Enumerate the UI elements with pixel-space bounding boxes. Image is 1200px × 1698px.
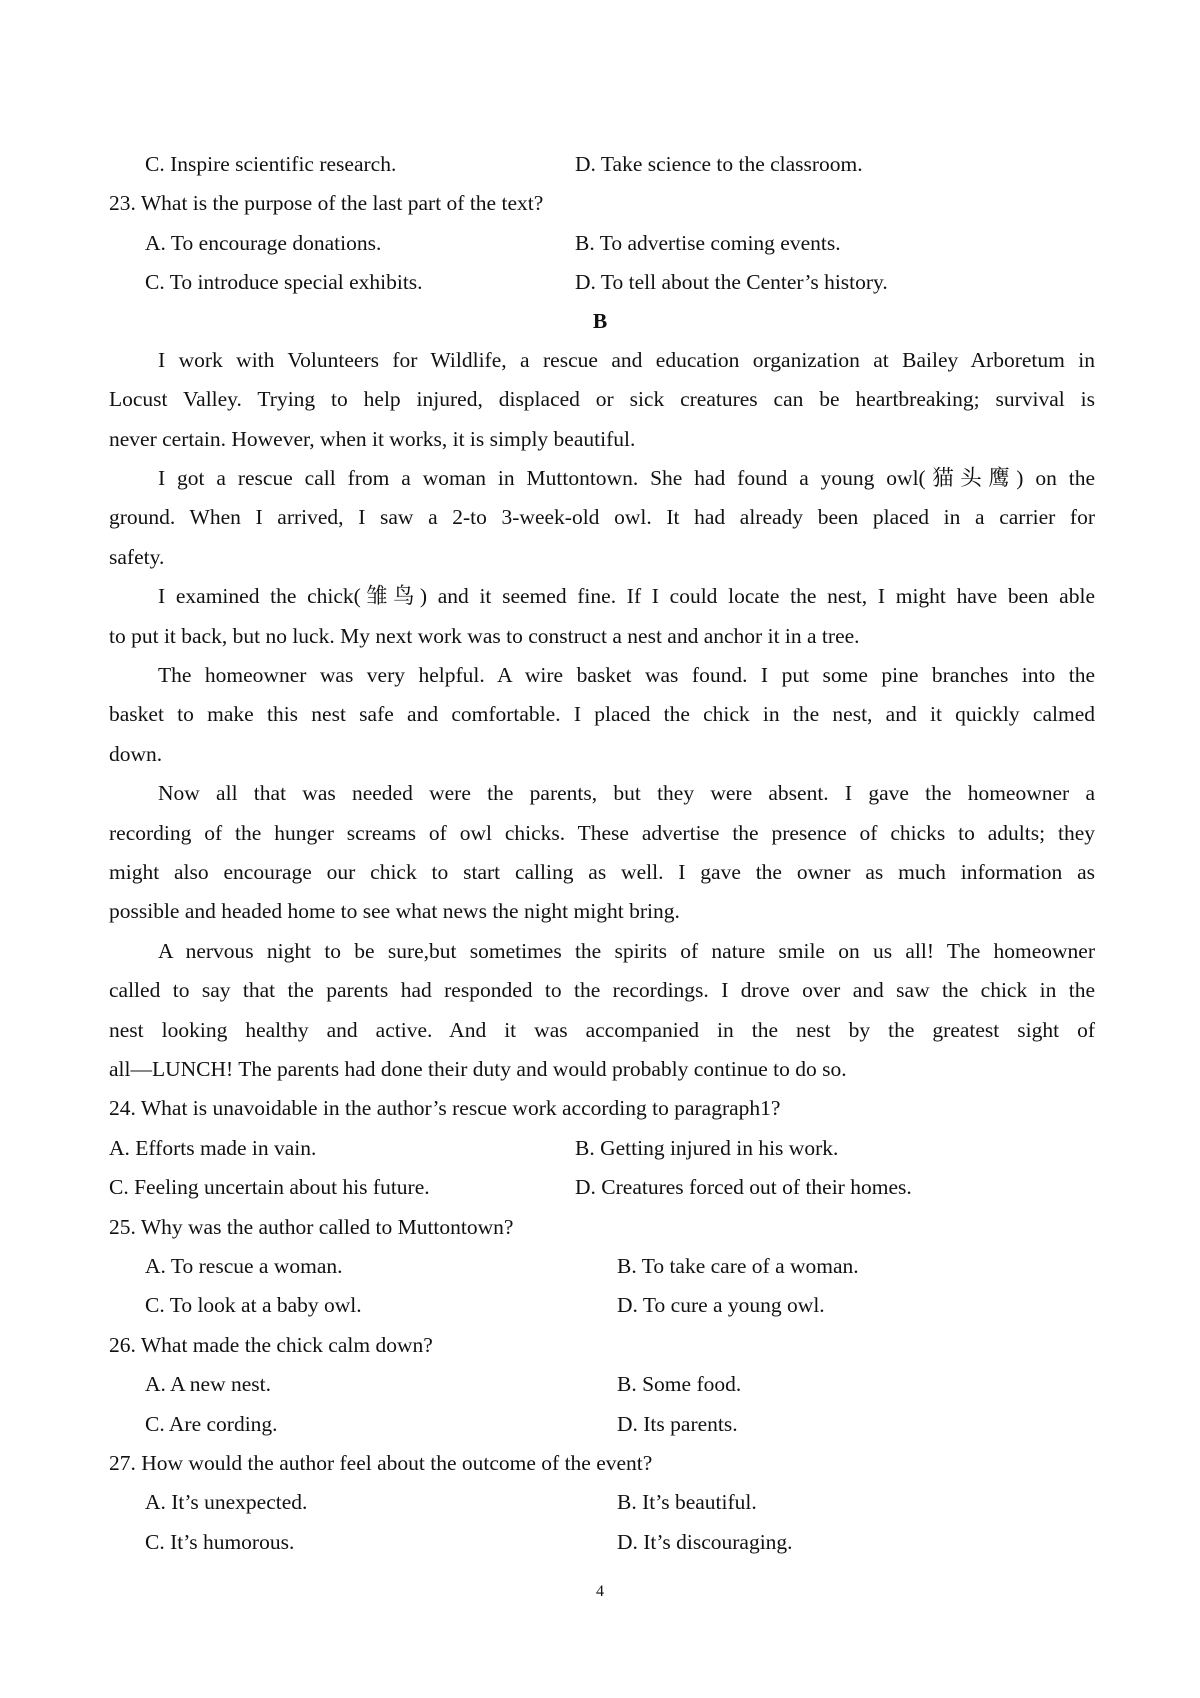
- q23-option-c: C. To introduce special exhibits.: [145, 270, 423, 294]
- q27-option-a: A. It’s unexpected.: [145, 1490, 308, 1514]
- passage-line: all—LUNCH! The parents had done their duty and would probably continue to do so.: [109, 1057, 847, 1081]
- passage-line: I examined the chick(雏鸟) and it seemed fine. If I could locate the nest, I might have been able: [158, 584, 1095, 608]
- passage-line: ground. When I arrived, I saw a 2-to 3-week-old owl. It had already been placed in a carrier for: [109, 505, 1095, 529]
- q26-option-b: B. Some food.: [617, 1372, 742, 1396]
- q27-option-c: C. It’s humorous.: [145, 1530, 295, 1554]
- q23-option-b: B. To advertise coming events.: [575, 231, 841, 255]
- q26-option-d: D. Its parents.: [617, 1412, 738, 1436]
- q27-option-d: D. It’s discouraging.: [617, 1530, 793, 1554]
- question-25-stem: 25. Why was the author called to Muttontown?: [109, 1215, 514, 1239]
- passage-line: Locust Valley. Trying to help injured, displaced or sick creatures can be heartbreaking; survival is: [109, 387, 1095, 411]
- passage-line: The homeowner was very helpful. A wire basket was found. I put some pine branches into the: [158, 663, 1095, 687]
- option-c-q22: C. Inspire scientific research.: [145, 152, 397, 176]
- passage-line: nest looking healthy and active. And it was accompanied in the nest by the greatest sight of: [109, 1018, 1095, 1042]
- q25-option-d: D. To cure a young owl.: [617, 1293, 825, 1317]
- q27-option-b: B. It’s beautiful.: [617, 1490, 757, 1514]
- q25-option-a: A. To rescue a woman.: [145, 1254, 343, 1278]
- question-24-stem: 24. What is unavoidable in the author’s rescue work according to paragraph1?: [109, 1096, 781, 1120]
- passage-line: A nervous night to be sure,but sometimes the spirits of nature smile on us all! The homeowner: [158, 939, 1095, 963]
- q24-option-d: D. Creatures forced out of their homes.: [575, 1175, 912, 1199]
- passage-line: called to say that the parents had responded to the recordings. I drove over and saw the chick in the: [109, 978, 1095, 1002]
- passage-line: never certain. However, when it works, it is simply beautiful.: [109, 427, 636, 451]
- passage-line: I work with Volunteers for Wildlife, a rescue and education organization at Bailey Arboretum in: [158, 348, 1095, 372]
- passage-line: I got a rescue call from a woman in Muttontown. She had found a young owl(猫头鹰) on the: [158, 466, 1095, 490]
- passage-line: might also encourage our chick to start calling as well. I gave the owner as much information as: [109, 860, 1095, 884]
- question-26-stem: 26. What made the chick calm down?: [109, 1333, 433, 1357]
- q24-option-c: C. Feeling uncertain about his future.: [109, 1175, 430, 1199]
- q23-option-d: D. To tell about the Center’s history.: [575, 270, 888, 294]
- section-title: B: [592, 309, 608, 333]
- passage-line: recording of the hunger screams of owl chicks. These advertise the presence of chicks to adults; they: [109, 821, 1095, 845]
- q26-option-a: A. A new nest.: [145, 1372, 272, 1396]
- passage-line: down.: [109, 742, 163, 766]
- q24-option-b: B. Getting injured in his work.: [575, 1136, 839, 1160]
- q25-option-c: C. To look at a baby owl.: [145, 1293, 362, 1317]
- q23-option-a: A. To encourage donations.: [145, 231, 382, 255]
- q26-option-c: C. Are cording.: [145, 1412, 278, 1436]
- page-number: 4: [596, 1583, 604, 1600]
- passage-line: basket to make this nest safe and comfortable. I placed the chick in the nest, and it quickly calmed: [109, 702, 1095, 726]
- q24-option-a: A. Efforts made in vain.: [109, 1136, 317, 1160]
- question-27-stem: 27. How would the author feel about the outcome of the event?: [109, 1451, 653, 1475]
- passage-line: to put it back, but no luck. My next work was to construct a nest and anchor it in a tree.: [109, 624, 860, 648]
- option-d-q22: D. Take science to the classroom.: [575, 152, 863, 176]
- question-23-stem: 23. What is the purpose of the last part of the text?: [109, 191, 544, 215]
- passage-line: safety.: [109, 545, 165, 569]
- passage-line: possible and headed home to see what news the night might bring.: [109, 899, 680, 923]
- passage-line: Now all that was needed were the parents, but they were absent. I gave the homeowner a: [158, 781, 1095, 805]
- q25-option-b: B. To take care of a woman.: [617, 1254, 859, 1278]
